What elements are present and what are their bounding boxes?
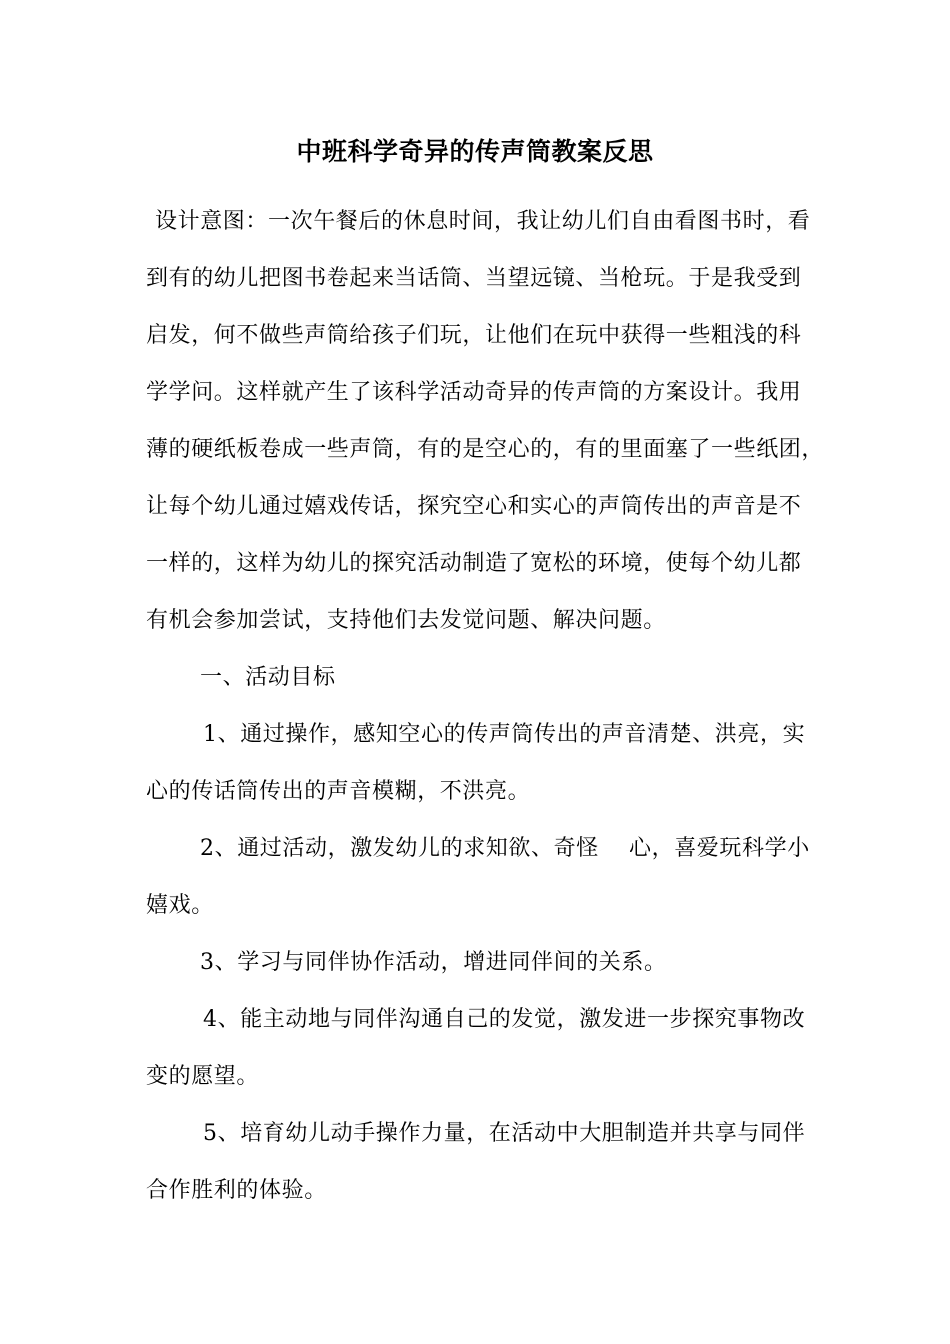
goal-5-line-1: 5、培育幼儿动手操作力量，在活动中大胆制造并共享与同伴 <box>203 1121 806 1146</box>
section-heading: 一、活动目标 <box>200 665 336 690</box>
intro-line-8: 有机会参加尝试，支持他们去发觉问题、解决问题。 <box>146 608 666 633</box>
goal-1-line-1: 1、通过操作，感知空心的传声筒传出的声音清楚、洪亮，实 <box>203 722 806 747</box>
goal-4-line-2: 变的愿望。 <box>146 1064 260 1089</box>
intro-line-7: 一样的，这样为幼儿的探究活动制造了宽松的环境，使每个幼儿都 <box>146 551 802 576</box>
intro-line-5: 薄的硬纸板卷成一些声筒，有的是空心的，有的里面塞了一些纸团， <box>146 437 825 462</box>
intro-line-4: 学学问。这样就产生了该科学活动奇异的传声筒的方案设计。我用 <box>146 380 802 405</box>
goal-5-line-2: 合作胜利的体验。 <box>146 1178 327 1203</box>
goal-4-line-1: 4、能主动地与同伴沟通自己的发觉，激发进一步探究事物改 <box>203 1007 806 1032</box>
intro-line-3: 启发，何不做些声筒给孩子们玩，让他们在玩中获得一些粗浅的科 <box>146 323 802 348</box>
intro-line-6: 让每个幼儿通过嬉戏传话，探究空心和实心的声筒传出的声音是不 <box>146 494 802 519</box>
document-title: 中班科学奇异的传声筒教案反思 <box>296 137 654 166</box>
goal-2-line-2: 嬉戏。 <box>146 893 214 918</box>
goal-2-line-1: 2、通过活动，激发幼儿的求知欲、奇怪 心，喜爱玩科学小 <box>200 836 810 861</box>
goal-3-line-1: 3、学习与同伴协作活动，增进同伴间的关系。 <box>200 950 667 975</box>
goal-1-line-2: 心的传话筒传出的声音模糊，不洪亮。 <box>146 779 531 804</box>
intro-line-1: 设计意图：一次午餐后的休息时间，我让幼儿们自由看图书时，看 <box>155 209 811 234</box>
intro-line-2: 到有的幼儿把图书卷起来当话筒、当望远镜、当枪玩。于是我受到 <box>146 266 802 291</box>
